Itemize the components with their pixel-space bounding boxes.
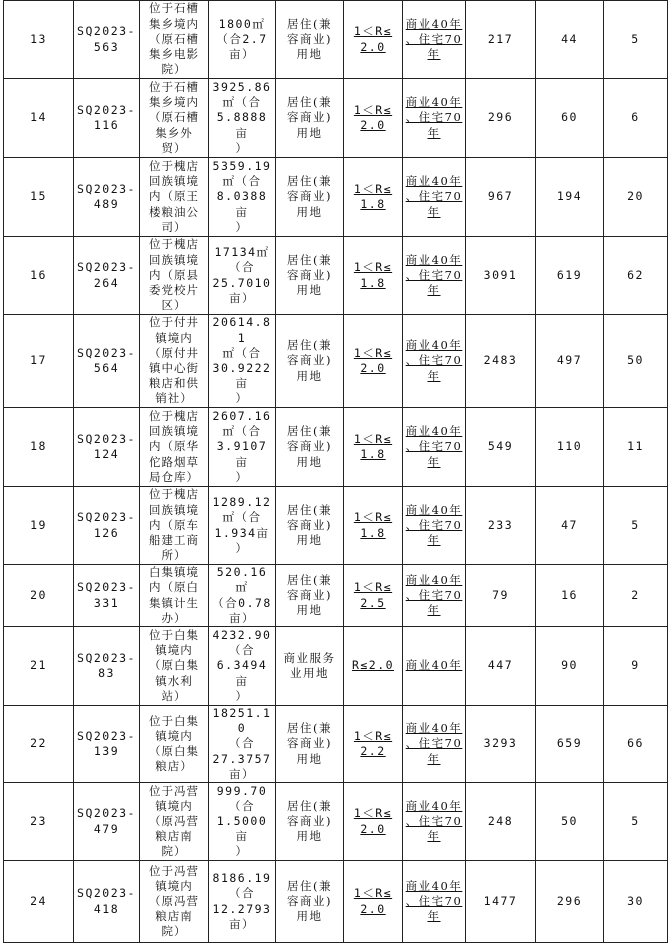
parcel-code: SQ2023- 563 [74,1,140,79]
use-term: 商业40年 、住宅70 年 [403,79,466,158]
parcel-location: 白集镇境 内（原白 集镇计生 办） [140,565,209,627]
value-3: 30 [604,861,668,943]
value-1: 549 [466,408,536,487]
plot-ratio: 1＜R≤ 2.0 [344,79,403,158]
table-row [4,783,668,861]
parcel-area: 999.70 （合 1.5000亩 ） [209,783,276,861]
parcel-location: 位于槐店 回族镇境 内（原王 楼粮油公 司） [140,158,209,237]
parcel-area: 20614.81 ㎡（合 30.9222亩 ） [209,315,276,408]
table-row [4,487,668,565]
row-number: 23 [4,783,74,861]
table-row [4,79,668,158]
value-1: 3091 [466,237,536,315]
plot-ratio: R≤2.0 [344,627,403,706]
plot-ratio: 1＜R≤ 2.5 [344,565,403,627]
parcel-area: 18251.10 （合 27.3757 亩） [209,706,276,783]
parcel-code: SQ2023- 124 [74,408,140,487]
parcel-location: 位于付井 镇境内 （原付井 镇中心街 粮店和供 销社） [140,315,209,408]
value-3: 11 [604,408,668,487]
plot-ratio: 1＜R≤ 1.8 [344,408,403,487]
use-term: 商业40年 、住宅70 年 [403,487,466,565]
value-2: 44 [536,1,604,79]
table-row [4,158,668,237]
table-row [4,315,668,408]
value-3: 2 [604,565,668,627]
land-use: 居住(兼 容商业) 用地 [276,1,344,79]
land-use: 居住(兼 容商业) 用地 [276,408,344,487]
land-use: 居住(兼 容商业) 用地 [276,79,344,158]
use-term: 商业40年 、住宅70 年 [403,783,466,861]
plot-ratio: 1＜R≤ 1.8 [344,487,403,565]
table-row [4,237,668,315]
land-use: 居住(兼 容商业) 用地 [276,158,344,237]
parcel-area: 2607.16 ㎡（合 3.9107亩 ） [209,408,276,487]
plot-ratio: 1＜R≤ 2.0 [344,783,403,861]
value-1: 79 [466,565,536,627]
land-use: 居住(兼 容商业) 用地 [276,315,344,408]
value-1: 447 [466,627,536,706]
value-1: 967 [466,158,536,237]
parcel-code: SQ2023- 116 [74,79,140,158]
value-2: 110 [536,408,604,487]
parcel-location: 位于石槽 集乡境内 （原石槽 集乡电影 院） [140,1,209,79]
land-use: 居住(兼 容商业) 用地 [276,565,344,627]
parcel-location: 位于槐店 回族镇境 内（原县 委党校片 区） [140,237,209,315]
parcel-location: 位于白集 镇境内 （原白集 粮店） [140,706,209,783]
table-row [4,627,668,706]
value-3: 5 [604,783,668,861]
use-term: 商业40年 、住宅70 年 [403,1,466,79]
table-row [4,1,668,79]
plot-ratio: 1＜R≤ 2.2 [344,706,403,783]
row-number: 20 [4,565,74,627]
parcel-code: SQ2023- 418 [74,861,140,943]
value-1: 2483 [466,315,536,408]
plot-ratio: 1＜R≤ 1.8 [344,158,403,237]
value-2: 60 [536,79,604,158]
parcel-location: 位于冯营 镇境内 （原冯营 粮店南 院） [140,861,209,943]
value-2: 296 [536,861,604,943]
row-number: 22 [4,706,74,783]
value-3: 6 [604,79,668,158]
row-number: 14 [4,79,74,158]
value-2: 16 [536,565,604,627]
row-number: 16 [4,237,74,315]
value-3: 50 [604,315,668,408]
value-1: 3293 [466,706,536,783]
value-1: 217 [466,1,536,79]
parcel-area: 3925.86 ㎡（合 5.8888亩 ） [209,79,276,158]
value-2: 50 [536,783,604,861]
land-use: 居住(兼 容商业) 用地 [276,237,344,315]
parcel-code: SQ2023- 126 [74,487,140,565]
row-number: 24 [4,861,74,943]
row-number: 21 [4,627,74,706]
parcel-code: SQ2023- 564 [74,315,140,408]
land-use: 居住(兼 容商业) 用地 [276,783,344,861]
value-3: 9 [604,627,668,706]
plot-ratio: 1＜R≤ 2.0 [344,1,403,79]
row-number: 13 [4,1,74,79]
row-number: 18 [4,408,74,487]
parcel-area: 520.16㎡ （合0.78 亩） [209,565,276,627]
parcel-location: 位于冯营 镇境内 （原冯营 粮店南 院） [140,783,209,861]
parcel-code: SQ2023- 264 [74,237,140,315]
use-term: 商业40年 、住宅70 年 [403,706,466,783]
value-1: 248 [466,783,536,861]
value-3: 5 [604,487,668,565]
use-term: 商业40年 、住宅70 年 [403,565,466,627]
row-number: 17 [4,315,74,408]
value-2: 47 [536,487,604,565]
use-term: 商业40年 、住宅70 年 [403,158,466,237]
value-1: 296 [466,79,536,158]
parcel-area: 1800㎡ （合2.7 亩） [209,1,276,79]
value-3: 66 [604,706,668,783]
use-term: 商业40年 、住宅70 年 [403,408,466,487]
table-row [4,408,668,487]
land-use: 居住(兼 容商业) 用地 [276,706,344,783]
parcel-area: 4232.90 （合 6.3494亩 ） [209,627,276,706]
value-3: 20 [604,158,668,237]
parcel-code: SQ2023- 331 [74,565,140,627]
parcel-area: 17134㎡ （合 25.7010 亩） [209,237,276,315]
parcel-location: 位于槐店 回族镇境 内（原华 佗路烟草 局仓库） [140,408,209,487]
plot-ratio: 1＜R≤ 2.0 [344,315,403,408]
parcel-location: 位于白集 镇境内 （原白集 镇水利 站） [140,627,209,706]
use-term: 商业40年 、住宅70 年 [403,315,466,408]
land-parcel-table [3,0,668,943]
value-3: 62 [604,237,668,315]
land-use: 居住(兼 容商业) 用地 [276,487,344,565]
parcel-code: SQ2023- 83 [74,627,140,706]
plot-ratio: 1＜R≤ 1.8 [344,237,403,315]
value-3: 5 [604,1,668,79]
table-row [4,706,668,783]
value-2: 194 [536,158,604,237]
land-use: 商业服务 业用地 [276,627,344,706]
parcel-area: 5359.19 ㎡（合 8.0388亩 ） [209,158,276,237]
parcel-code: SQ2023- 479 [74,783,140,861]
table-row [4,565,668,627]
use-term: 商业40年 [403,627,466,706]
value-2: 90 [536,627,604,706]
value-2: 497 [536,315,604,408]
parcel-code: SQ2023- 139 [74,706,140,783]
use-term: 商业40年 、住宅70 年 [403,237,466,315]
row-number: 19 [4,487,74,565]
value-2: 619 [536,237,604,315]
table-row [4,861,668,943]
parcel-area: 8186.19 （合 12.2793 亩） [209,861,276,943]
land-use: 居住(兼 容商业) 用地 [276,861,344,943]
plot-ratio: 1＜R≤ 2.0 [344,861,403,943]
parcel-location: 位于槐店 回族镇境 内（原车 船建工商 所） [140,487,209,565]
parcel-location: 位于石槽 集乡境内 （原石槽 集乡外 贸） [140,79,209,158]
value-1: 233 [466,487,536,565]
use-term: 商业40年 、住宅70 年 [403,861,466,943]
parcel-code: SQ2023- 489 [74,158,140,237]
parcel-area: 1289.12 ㎡（合 1.934亩 ） [209,487,276,565]
value-1: 1477 [466,861,536,943]
value-2: 659 [536,706,604,783]
row-number: 15 [4,158,74,237]
